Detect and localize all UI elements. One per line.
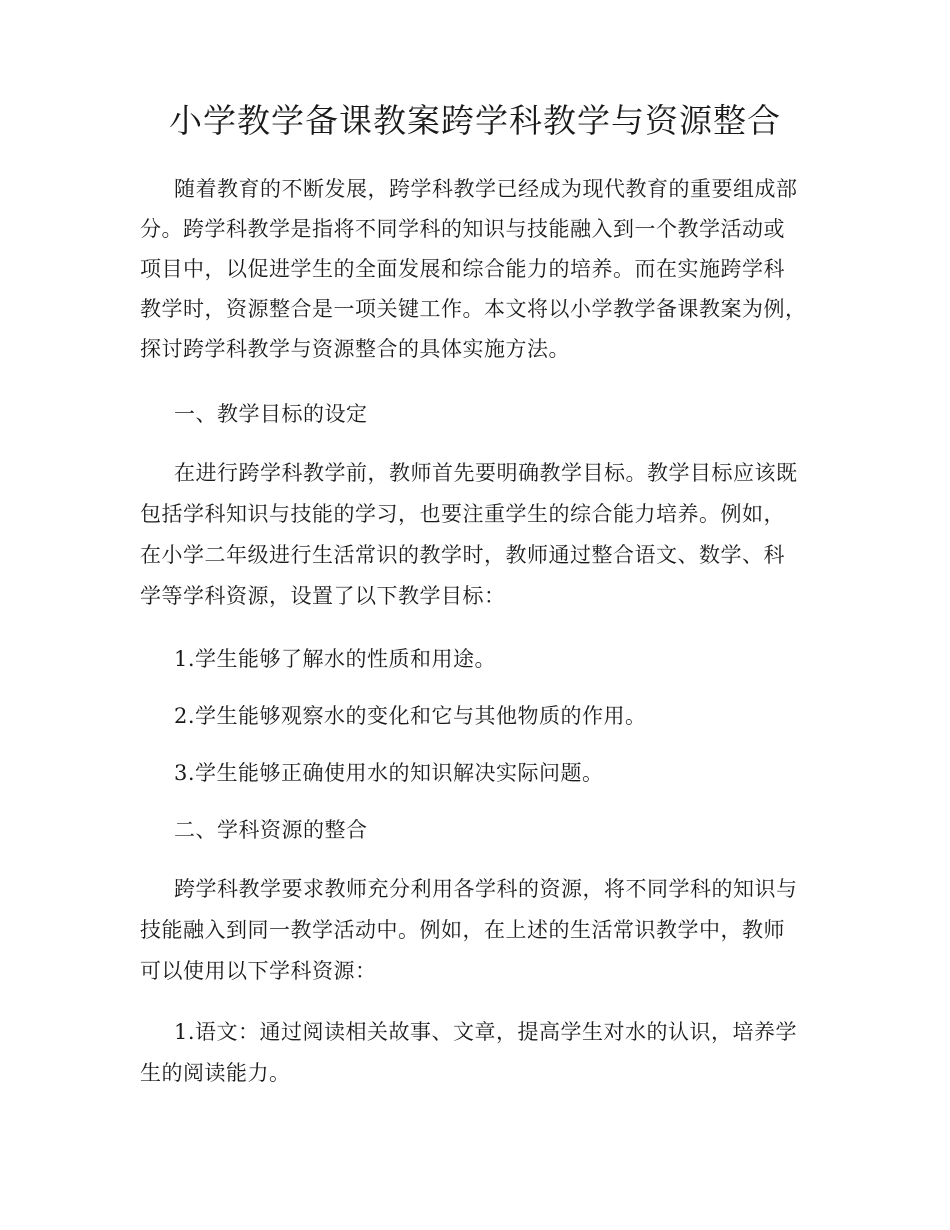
section2-line: 可以使用以下学科资源： xyxy=(140,959,377,983)
section2-line: 跨学科教学要求教师充分利用各学科的资源，将不同学科的知识与 xyxy=(174,877,798,901)
intro-line: 探讨跨学科教学与资源整合的具体实施方法。 xyxy=(140,337,570,361)
document-title: 小学教学备课教案跨学科教学与资源整合 xyxy=(169,101,781,140)
section-heading-1: 一、教学目标的设定 xyxy=(174,402,368,426)
section1-line: 学等学科资源，设置了以下教学目标： xyxy=(140,584,506,608)
intro-line: 项目中，以促进学生的全面发展和综合能力的培养。而在实施跨学科 xyxy=(140,257,785,281)
intro-line: 随着教育的不断发展，跨学科教学已经成为现代教育的重要组成部 xyxy=(174,177,798,201)
section2-line: 技能融入到同一教学活动中。例如，在上述的生活常识教学中，教师 xyxy=(140,918,785,942)
list-item: 1.学生能够了解水的性质和用途。 xyxy=(174,647,497,671)
list-item: 2.学生能够观察水的变化和它与其他物质的作用。 xyxy=(174,704,647,728)
list-item: 3.学生能够正确使用水的知识解决实际问题。 xyxy=(174,761,604,785)
section1-line: 在小学二年级进行生活常识的教学时，教师通过整合语文、数学、科 xyxy=(140,543,785,567)
section1-line: 在进行跨学科教学前，教师首先要明确教学目标。教学目标应该既 xyxy=(174,461,798,485)
section-heading-2: 二、学科资源的整合 xyxy=(174,818,368,842)
section1-line: 包括学科知识与技能的学习，也要注重学生的综合能力培养。例如， xyxy=(140,502,785,526)
list-item: 1.语文：通过阅读相关故事、文章，提高学生对水的认识，培养学 xyxy=(174,1020,798,1044)
intro-line: 分。跨学科教学是指将不同学科的知识与技能融入到一个教学活动或 xyxy=(140,217,785,241)
intro-line: 教学时，资源整合是一项关键工作。本文将以小学教学备课教案为例， xyxy=(140,297,807,321)
list-item-continuation: 生的阅读能力。 xyxy=(140,1061,291,1085)
